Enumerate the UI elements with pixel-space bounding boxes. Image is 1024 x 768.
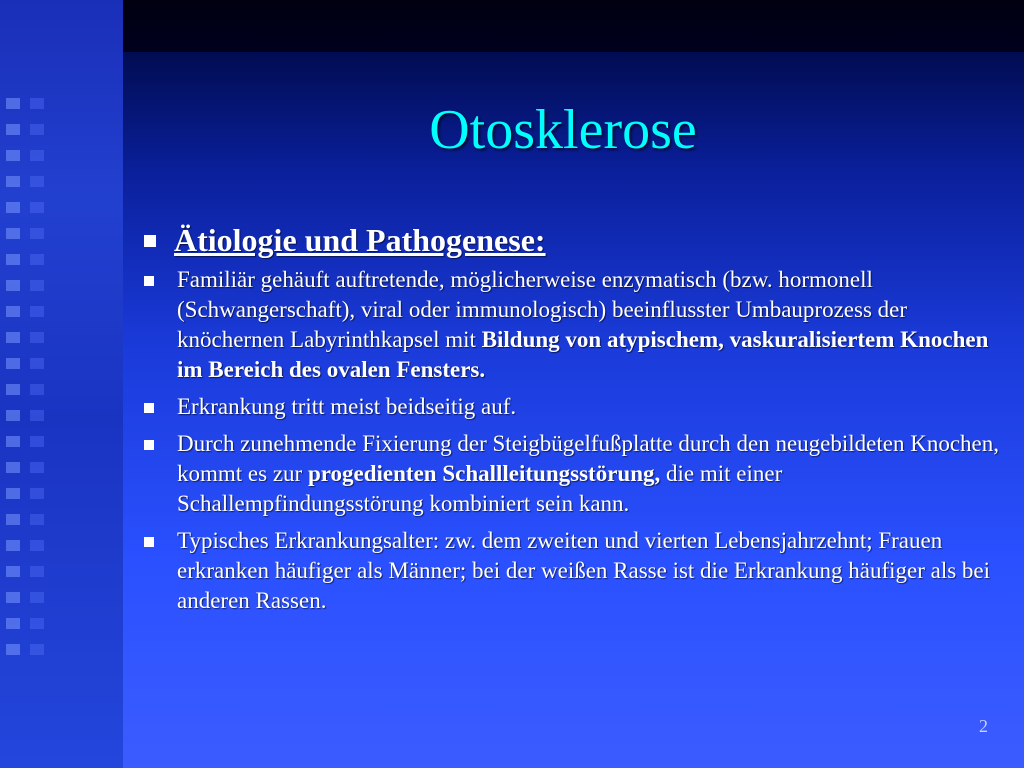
bullet-text-segment: Erkrankung tritt meist beidseitig auf.	[177, 393, 517, 419]
section-heading-text: Ätiologie und Pathogenese:	[174, 222, 546, 258]
square-bullet-icon	[144, 235, 156, 247]
bullet-item	[138, 429, 1000, 519]
square-bullet-icon	[144, 403, 154, 413]
bullet-item	[138, 526, 1000, 616]
bullet-text	[177, 429, 1000, 519]
section-heading	[138, 222, 1000, 259]
bullet-list	[138, 265, 1000, 616]
bullet-item	[138, 265, 1000, 385]
square-bullet-icon	[144, 537, 154, 547]
bullet-bold-text: progedienten Schallleitungsstörung,	[307, 460, 661, 486]
bullet-text-segment: die mit einer Schallempfindungsstörung kombiniert sein kann.	[177, 460, 783, 516]
bullet-text-segment: Familiär gehäuft auftretende, möglicherweise enzymatisch (bzw. hormonell (Schwangerschaft), viral oder immunologisch) beeinflusster Umbauprozess der knöchernen Labyrinthkapsel mit	[177, 266, 908, 352]
slide-content	[138, 222, 1000, 623]
bullet-text-segment: Durch zunehmende Fixierung der Steigbügelfußplatte durch den neugebildeten Knochen, kommt es zur	[177, 430, 999, 486]
square-bullet-icon	[144, 440, 154, 450]
square-bullet-icon	[144, 276, 154, 286]
bullet-text	[177, 265, 1000, 385]
bullet-text	[177, 392, 1000, 422]
left-decoration-strip	[0, 0, 123, 768]
page-number: 2	[979, 716, 988, 736]
slide-title: Otosklerose	[429, 99, 697, 161]
top-band	[123, 0, 1024, 52]
bullet-text-segment: Typisches Erkrankungsalter: zw. dem zweiten und vierten Lebensjahrzehnt; Frauen erkranken häufiger als Männer; bei der weißen Rasse ist die Erkrankung häufiger als bei anderen Rassen.	[177, 527, 991, 613]
bullet-bold-text: Bildung von atypischem, vaskuralisiertem Knochen im Bereich des ovalen Fensters.	[177, 326, 989, 382]
bullet-text	[177, 526, 1000, 616]
bullet-item	[138, 392, 1000, 422]
